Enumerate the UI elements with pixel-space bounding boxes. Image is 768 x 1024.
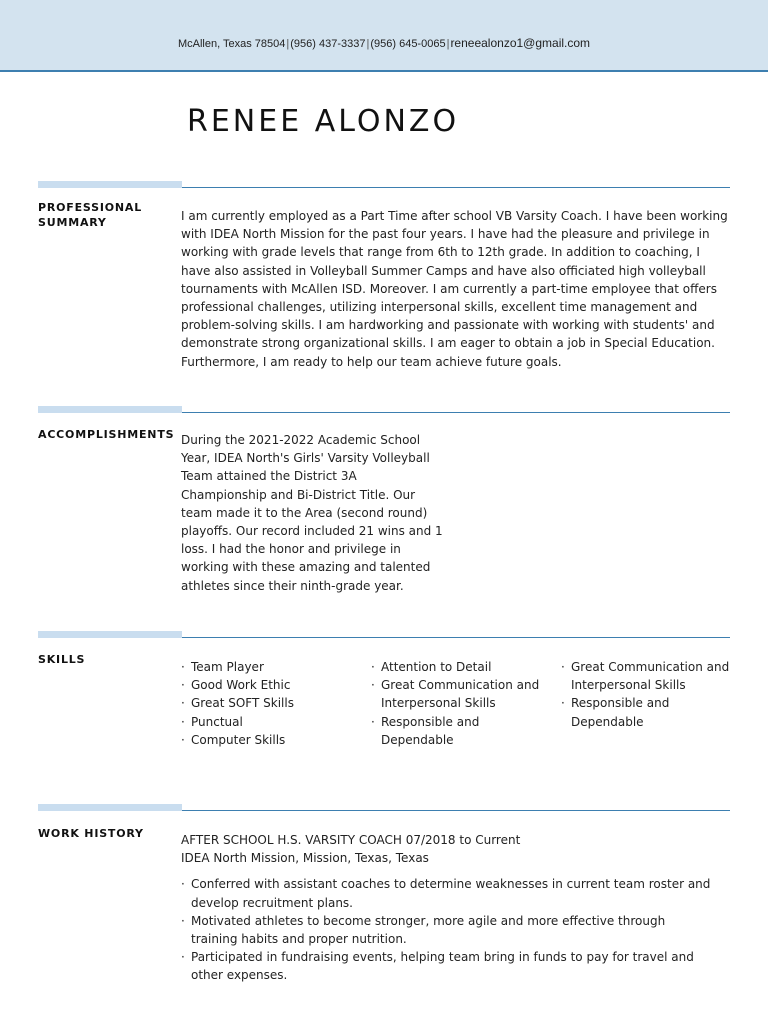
contact-separator: | bbox=[446, 38, 450, 50]
job-duty-item: · Participated in fundraising events, helping team bring in funds to pay for travel and other expenses. bbox=[181, 948, 711, 984]
section-title-accomplishments: ACCOMPLISHMENTS bbox=[38, 428, 175, 441]
section-title-work-history: WORK HISTORY bbox=[38, 827, 144, 840]
job-employer: IDEA North Mission, Mission, Texas, Texas bbox=[181, 851, 429, 866]
job-title: AFTER SCHOOL H.S. VARSITY COACH 07/2018 to Current bbox=[181, 833, 521, 847]
skill-item: · Punctual bbox=[181, 713, 361, 731]
skill-item: · Good Work Ethic bbox=[181, 676, 361, 694]
contact-phone-1: (956) 437-3337 bbox=[290, 38, 366, 50]
contact-separator: | bbox=[366, 38, 370, 50]
skill-item: · Great Communication and Interpersonal Skills bbox=[561, 658, 741, 694]
contact-email: reneealonzo1@gmail.com bbox=[450, 36, 591, 50]
skill-item: · Responsible and Dependable bbox=[561, 694, 741, 730]
skills-column-3 bbox=[561, 658, 741, 731]
section-rule-block bbox=[38, 406, 182, 413]
job-duty-item: · Conferred with assistant coaches to determine weaknesses in current team roster and develop recruitment plans. bbox=[181, 875, 711, 911]
skills-column-2 bbox=[371, 658, 549, 749]
contact-line bbox=[0, 36, 768, 50]
skill-item: · Attention to Detail bbox=[371, 658, 549, 676]
contact-phone-2: (956) 645-0065 bbox=[370, 38, 446, 50]
professional-summary-text: I am currently employed as a Part Time after school VB Varsity Coach. I have been working with IDEA North Mission for the past four years. I have had the pleasure and privilege in working with grade levels that range from 6th to 12th grade. In addition to coaching, I have also assisted in Volleyball Summer Camps and have also officiated high volleyball tournaments with McAllen ISD. Moreover. I am currently a part-time employee that offers professional challenges, utilizing interpersonal skills, excellent time management and problem-solving skills. I am hardworking and passionate with working with students' and demonstrate strong organizational skills. I am eager to obtain a job in Special Education. Furthermore, I am ready to help our team achieve future goals. bbox=[181, 209, 728, 369]
section-rule-block bbox=[38, 804, 182, 811]
job-duty-item: · Motivated athletes to become stronger, more agile and more effective through training habits and proper nutrition. bbox=[181, 912, 711, 948]
skill-item: · Responsible and Dependable bbox=[371, 713, 549, 749]
section-title-professional-summary: PROFESSIONAL SUMMARY bbox=[38, 201, 143, 229]
section-rule-line bbox=[182, 412, 730, 413]
accomplishments-text: During the 2021-2022 Academic School Year, IDEA North's Girls' Varsity Volleyball Team attained the District 3A Championship and Bi-District Title. Our team made it to the Area (second round) playoffs. Our record included 21 wins and 1 loss. I had the honor and privilege in working with these amazing and talented athletes since their ninth-grade year. bbox=[181, 433, 443, 593]
skill-item: · Computer Skills bbox=[181, 731, 361, 749]
section-rule-line bbox=[182, 637, 730, 638]
work-history-entry bbox=[181, 831, 729, 985]
contact-separator: | bbox=[286, 38, 290, 50]
skill-item: · Great SOFT Skills bbox=[181, 694, 361, 712]
section-rule-line bbox=[182, 810, 730, 811]
job-duties bbox=[181, 875, 711, 984]
resume-name: RENEE ALONZO bbox=[187, 104, 460, 139]
section-rule-line bbox=[182, 187, 730, 188]
section-title-skills: SKILLS bbox=[38, 653, 86, 666]
contact-address: McAllen, Texas 78504 bbox=[177, 38, 286, 50]
section-rule-block bbox=[38, 631, 182, 638]
skills-column-1 bbox=[181, 658, 361, 749]
section-rule-block bbox=[38, 181, 182, 188]
skill-item: · Great Communication and Interpersonal Skills bbox=[371, 676, 549, 712]
skill-item: · Team Player bbox=[181, 658, 361, 676]
